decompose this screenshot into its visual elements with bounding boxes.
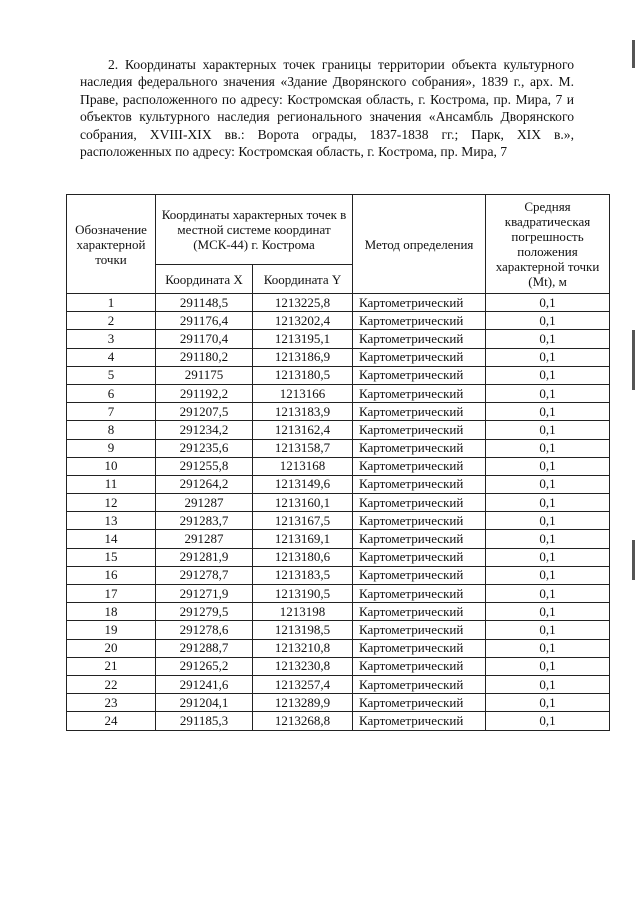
method-cell: Картометрический (353, 548, 486, 566)
table-row (67, 366, 610, 384)
accuracy-cell: 0,1 (486, 494, 610, 512)
accuracy-cell: 0,1 (486, 294, 610, 312)
method-cell: Картометрический (353, 530, 486, 548)
coord-x-cell: 291185,3 (156, 712, 253, 730)
method-cell: Картометрический (353, 294, 486, 312)
point-number-cell: 22 (67, 675, 156, 693)
coord-x-cell: 291278,6 (156, 621, 253, 639)
table-row (67, 494, 610, 512)
section-paragraph: 2. Координаты характерных точек границы территории объекта культурного наследия федерального значения «Здание Дворянского собрания», 1839 г., арх. М. Праве, расположенного по адресу: Костромская область, г. Кострома, пр. Мира, 7 и объектов культурного наследия регионального значения «Ансамбль Дворянского собрания, XVIII-XIX вв.: Ворота ограды, 1837-1838 гг.; Парк, XIX в.», расположенных по адресу: Костромская область, г. Кострома, пр. Мира, 7 (80, 57, 574, 160)
method-cell: Картометрический (353, 566, 486, 584)
point-number-cell: 8 (67, 421, 156, 439)
coord-x-cell: 291288,7 (156, 639, 253, 657)
coord-x-cell: 291204,1 (156, 694, 253, 712)
accuracy-cell: 0,1 (486, 530, 610, 548)
coord-x-cell: 291207,5 (156, 403, 253, 421)
table-row (67, 512, 610, 530)
coord-y-cell: 1213158,7 (253, 439, 353, 457)
accuracy-cell: 0,1 (486, 512, 610, 530)
table-row (67, 566, 610, 584)
method-cell: Картометрический (353, 585, 486, 603)
coord-y-cell: 1213169,1 (253, 530, 353, 548)
method-cell: Картометрический (353, 312, 486, 330)
coord-y-cell: 1213198 (253, 603, 353, 621)
coord-y-cell: 1213289,9 (253, 694, 353, 712)
coord-y-cell: 1213149,6 (253, 475, 353, 493)
accuracy-cell: 0,1 (486, 675, 610, 693)
method-cell: Картометрический (353, 621, 486, 639)
accuracy-cell: 0,1 (486, 603, 610, 621)
point-number-cell: 15 (67, 548, 156, 566)
table-row (67, 312, 610, 330)
coord-y-cell: 1213195,1 (253, 330, 353, 348)
method-cell: Картометрический (353, 475, 486, 493)
table-body (67, 294, 610, 731)
table-row (67, 439, 610, 457)
coord-x-cell: 291281,9 (156, 548, 253, 566)
method-cell: Картометрический (353, 403, 486, 421)
coord-x-cell: 291283,7 (156, 512, 253, 530)
header-coords-group: Координаты характерных точек в местной системе координат (МСК-44) г. Кострома (156, 195, 353, 265)
method-cell: Картометрический (353, 603, 486, 621)
method-cell: Картометрический (353, 384, 486, 402)
method-cell: Картометрический (353, 330, 486, 348)
method-cell: Картометрический (353, 421, 486, 439)
method-cell: Картометрический (353, 639, 486, 657)
coord-x-cell: 291241,6 (156, 675, 253, 693)
point-number-cell: 24 (67, 712, 156, 730)
table-row (67, 712, 610, 730)
method-cell: Картометрический (353, 457, 486, 475)
point-number-cell: 1 (67, 294, 156, 312)
coord-x-cell: 291255,8 (156, 457, 253, 475)
accuracy-cell: 0,1 (486, 421, 610, 439)
method-cell: Картометрический (353, 366, 486, 384)
coord-x-cell: 291265,2 (156, 657, 253, 675)
coord-y-cell: 1213183,9 (253, 403, 353, 421)
method-cell: Картометрический (353, 712, 486, 730)
point-number-cell: 18 (67, 603, 156, 621)
header-method: Метод определения (353, 195, 486, 294)
coord-y-cell: 1213257,4 (253, 675, 353, 693)
coord-y-cell: 1213160,1 (253, 494, 353, 512)
coord-y-cell: 1213198,5 (253, 621, 353, 639)
point-number-cell: 3 (67, 330, 156, 348)
table-row (67, 694, 610, 712)
accuracy-cell: 0,1 (486, 330, 610, 348)
method-cell: Картометрический (353, 675, 486, 693)
coord-x-cell: 291180,2 (156, 348, 253, 366)
method-cell: Картометрический (353, 348, 486, 366)
method-cell: Картометрический (353, 494, 486, 512)
accuracy-cell: 0,1 (486, 694, 610, 712)
coord-y-cell: 1213162,4 (253, 421, 353, 439)
header-coord-x: Координата X (156, 265, 253, 294)
coord-y-cell: 1213268,8 (253, 712, 353, 730)
coord-y-cell: 1213183,5 (253, 566, 353, 584)
method-cell: Картометрический (353, 694, 486, 712)
point-number-cell: 23 (67, 694, 156, 712)
method-cell: Картометрический (353, 657, 486, 675)
coord-x-cell: 291192,2 (156, 384, 253, 402)
point-number-cell: 17 (67, 585, 156, 603)
point-number-cell: 19 (67, 621, 156, 639)
table-row (67, 639, 610, 657)
scan-margin-mark (632, 540, 635, 580)
coord-x-cell: 291235,6 (156, 439, 253, 457)
header-point: Обозначение характерной точки (67, 195, 156, 294)
accuracy-cell: 0,1 (486, 384, 610, 402)
table-row (67, 403, 610, 421)
method-cell: Картометрический (353, 512, 486, 530)
coord-x-cell: 291170,4 (156, 330, 253, 348)
table-row (67, 384, 610, 402)
table-row (67, 457, 610, 475)
coordinates-table (66, 194, 610, 731)
coord-y-cell: 1213202,4 (253, 312, 353, 330)
coord-x-cell: 291148,5 (156, 294, 253, 312)
scan-margin-mark (632, 40, 635, 68)
coord-y-cell: 1213167,5 (253, 512, 353, 530)
accuracy-cell: 0,1 (486, 439, 610, 457)
coord-x-cell: 291287 (156, 530, 253, 548)
header-accuracy: Средняя квадратическая погрешность положения характерной точки (Mt), м (486, 195, 610, 294)
accuracy-cell: 0,1 (486, 366, 610, 384)
coord-x-cell: 291279,5 (156, 603, 253, 621)
accuracy-cell: 0,1 (486, 548, 610, 566)
accuracy-cell: 0,1 (486, 639, 610, 657)
point-number-cell: 9 (67, 439, 156, 457)
table-row (67, 585, 610, 603)
point-number-cell: 10 (67, 457, 156, 475)
point-number-cell: 16 (67, 566, 156, 584)
accuracy-cell: 0,1 (486, 475, 610, 493)
method-cell: Картометрический (353, 439, 486, 457)
coord-y-cell: 1213225,8 (253, 294, 353, 312)
coord-y-cell: 1213168 (253, 457, 353, 475)
accuracy-cell: 0,1 (486, 403, 610, 421)
coord-y-cell: 1213166 (253, 384, 353, 402)
point-number-cell: 4 (67, 348, 156, 366)
table-row (67, 475, 610, 493)
point-number-cell: 13 (67, 512, 156, 530)
table-row (67, 421, 610, 439)
coord-x-cell: 291271,9 (156, 585, 253, 603)
point-number-cell: 21 (67, 657, 156, 675)
point-number-cell: 7 (67, 403, 156, 421)
table-row (67, 530, 610, 548)
coord-y-cell: 1213230,8 (253, 657, 353, 675)
table-row (67, 548, 610, 566)
table-row (67, 348, 610, 366)
coord-y-cell: 1213186,9 (253, 348, 353, 366)
coord-y-cell: 1213180,5 (253, 366, 353, 384)
coord-y-cell: 1213210,8 (253, 639, 353, 657)
point-number-cell: 5 (67, 366, 156, 384)
coord-x-cell: 291278,7 (156, 566, 253, 584)
accuracy-cell: 0,1 (486, 312, 610, 330)
point-number-cell: 2 (67, 312, 156, 330)
point-number-cell: 12 (67, 494, 156, 512)
point-number-cell: 11 (67, 475, 156, 493)
coord-x-cell: 291175 (156, 366, 253, 384)
table-row (67, 657, 610, 675)
scan-margin-mark (632, 330, 635, 390)
accuracy-cell: 0,1 (486, 712, 610, 730)
point-number-cell: 14 (67, 530, 156, 548)
accuracy-cell: 0,1 (486, 657, 610, 675)
table-row (67, 330, 610, 348)
coord-x-cell: 291234,2 (156, 421, 253, 439)
header-coord-y: Координата Y (253, 265, 353, 294)
coord-x-cell: 291264,2 (156, 475, 253, 493)
coord-x-cell: 291287 (156, 494, 253, 512)
table-row (67, 621, 610, 639)
table-row (67, 603, 610, 621)
accuracy-cell: 0,1 (486, 457, 610, 475)
accuracy-cell: 0,1 (486, 585, 610, 603)
accuracy-cell: 0,1 (486, 348, 610, 366)
accuracy-cell: 0,1 (486, 621, 610, 639)
coord-y-cell: 1213190,5 (253, 585, 353, 603)
accuracy-cell: 0,1 (486, 566, 610, 584)
table-row (67, 675, 610, 693)
coord-y-cell: 1213180,6 (253, 548, 353, 566)
table-row (67, 294, 610, 312)
coord-x-cell: 291176,4 (156, 312, 253, 330)
point-number-cell: 6 (67, 384, 156, 402)
point-number-cell: 20 (67, 639, 156, 657)
